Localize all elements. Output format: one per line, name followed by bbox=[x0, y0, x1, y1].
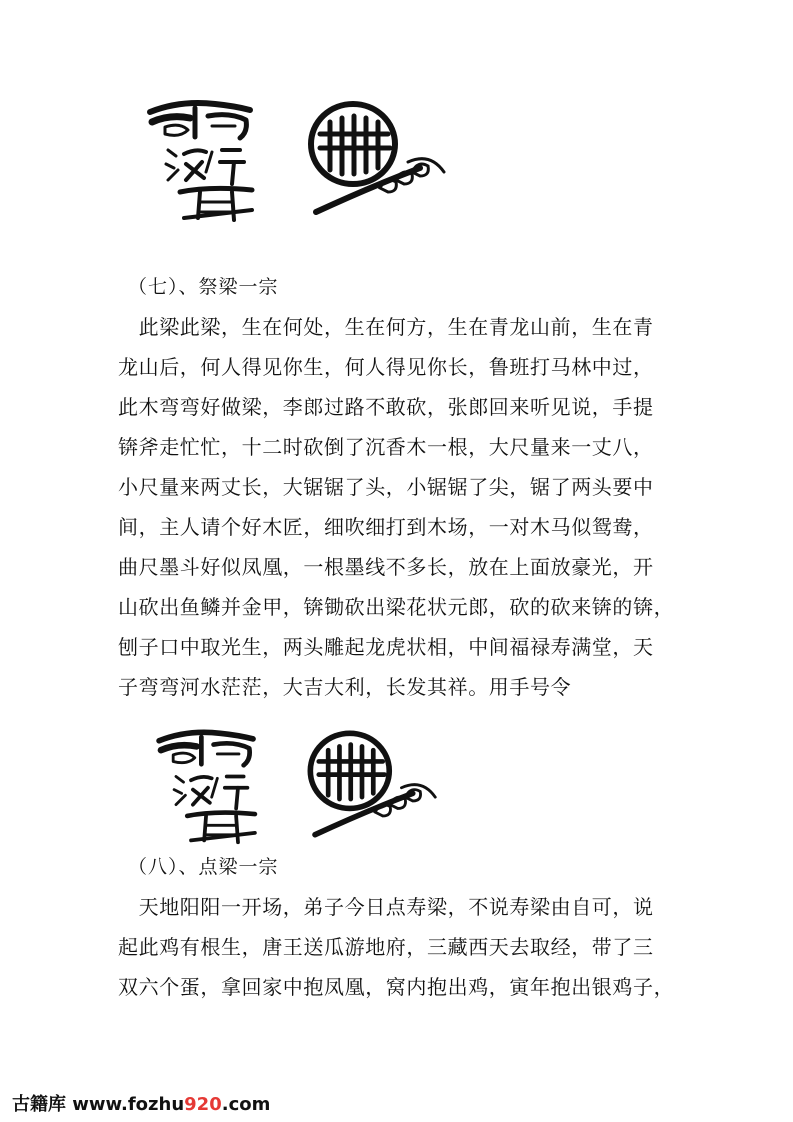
text-line: 龙山后，何人得见你生，何人得见你长，鲁班打马林中过， bbox=[118, 355, 654, 379]
text-line: 子弯弯河水茫茫，大吉大利，长发其祥。用手号令 bbox=[118, 675, 572, 699]
text-line: 刨子口中取光生，两头雕起龙虎状相，中间福禄寿满堂，天 bbox=[118, 635, 654, 659]
text-line: 锛斧走忙忙，十二时砍倒了沉香木一根，大尺量来一丈八， bbox=[118, 435, 654, 459]
text-line: 曲尺墨斗好似凤凰，一根墨线不多长，放在上面放豪光，开 bbox=[118, 555, 654, 579]
site-url-prefix: www.fozhu bbox=[66, 1094, 185, 1115]
talisman-seal-top bbox=[140, 92, 460, 224]
footer-watermark bbox=[12, 1090, 270, 1116]
section-paragraph bbox=[118, 307, 678, 707]
text-line: 此木弯弯好做梁，李郎过路不敢砍，张郎回来听见说，手提 bbox=[118, 395, 654, 419]
talisman-seal-middle bbox=[140, 722, 460, 846]
site-name: 古籍库 bbox=[12, 1094, 66, 1115]
text-line: 此梁此梁，生在何处，生在何方，生在青龙山前，生在青 bbox=[118, 315, 654, 339]
site-url-suffix: .com bbox=[221, 1094, 271, 1115]
section-heading: （八）、点梁一宗 bbox=[128, 856, 279, 878]
text-line: 山砍出鱼鳞并金甲，锛锄砍出梁花状元郎，砍的砍来锛的锛， bbox=[118, 595, 675, 619]
text-line: 间，主人请个好木匠，细吹细打到木场，一对木马似鸳鸯， bbox=[118, 515, 654, 539]
text-line: 双六个蛋，拿回家中抱凤凰，窝内抱出鸡，寅年抱出银鸡子， bbox=[118, 975, 675, 999]
section-heading: （七）、祭梁一宗 bbox=[128, 276, 279, 298]
text-line: 起此鸡有根生，唐王送瓜游地府，三藏西天去取经，带了三 bbox=[118, 935, 654, 959]
site-url-number: 920 bbox=[184, 1094, 222, 1115]
text-line: 天地阳阳一开场，弟子今日点寿梁，不说寿梁由自可，说 bbox=[118, 895, 654, 919]
text-line: 小尺量来两丈长，大锯锯了头，小锯锯了尖，锯了两头要中 bbox=[118, 475, 654, 499]
section-paragraph bbox=[118, 887, 678, 1007]
